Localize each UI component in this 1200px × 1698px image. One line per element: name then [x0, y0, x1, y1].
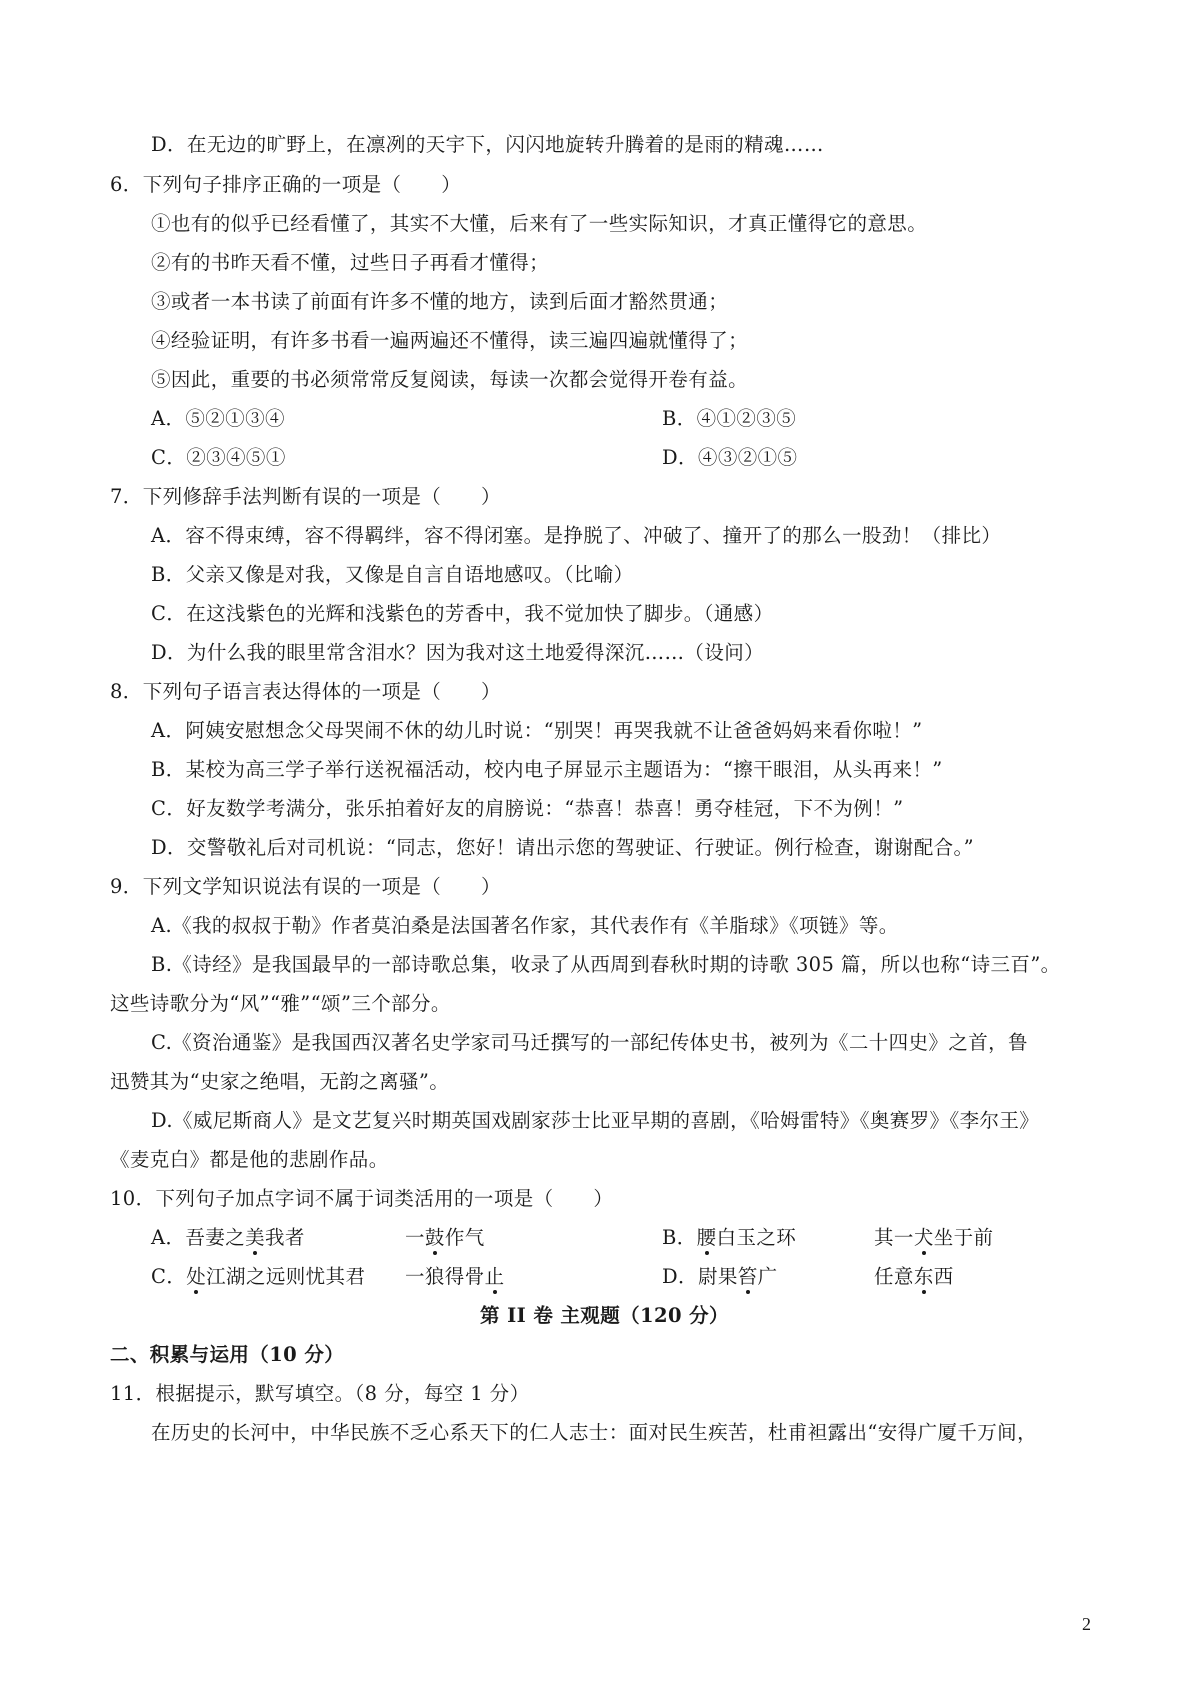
q6-option-d: D．④③②①⑤ [662, 446, 798, 469]
q7-option-c: C．在这浅紫色的光辉和浅紫色的芳香中，我不觉加快了脚步。（通感） [151, 602, 774, 625]
q10-option-d-phrase-2: 任意东西 [874, 1265, 954, 1288]
q11-stem: 11．根据提示，默写填空。（8 分，每空 1 分） [110, 1382, 530, 1405]
dotted-char: 美 [245, 1226, 265, 1249]
page-number: 2 [1082, 1614, 1091, 1634]
q10-option-d: D．尉果笞广 [662, 1265, 778, 1288]
q7-stem: 7．下列修辞手法判断有误的一项是（ ） [110, 485, 501, 508]
q9-option-c-line2: 迅赞其为“史家之绝唱，无韵之离骚”。 [110, 1070, 450, 1093]
q8-option-a: A．阿姨安慰想念父母哭闹不休的幼儿时说：“别哭！再哭我就不让爸爸妈妈来看你啦！” [151, 719, 923, 742]
dotted-char: 处 [186, 1265, 207, 1288]
q7-option-a: A．容不得束缚，容不得羁绊，容不得闭塞。是挣脱了、冲破了、撞开了的那么一股劲！（排比） [151, 524, 1002, 547]
q10-option-b-phrase-2: 其一犬坐于前 [874, 1226, 994, 1249]
q6-option-a: A．⑤②①③④ [151, 407, 285, 430]
q10-option-a-phrase-2: 一鼓作气 [405, 1226, 485, 1249]
q6-sentence-1: ①也有的似乎已经看懂了，其实不大懂，后来有了一些实际知识，才真正懂得它的意思。 [151, 212, 928, 235]
q7-option-d: D．为什么我的眼里常含泪水？因为我对这土地爱得深沉……（设问） [151, 641, 765, 664]
q10-option-a-label: A． [151, 1226, 186, 1249]
q8-stem: 8．下列句子语言表达得体的一项是（ ） [110, 680, 501, 703]
q10-option-c: C．处江湖之远则忧其君 [151, 1265, 366, 1288]
q5-option-d: D．在无边的旷野上，在凛冽的天宇下，闪闪地旋转升腾着的是雨的精魂…… [151, 133, 824, 156]
q6-sentence-3: ③或者一本书读了前面有许多不懂的地方，读到后面才豁然贯通； [151, 290, 729, 313]
part-2-title: 二、积累与运用（10 分） [110, 1343, 345, 1366]
q10-option-c-label: C． [151, 1265, 187, 1288]
section-title: 第 II 卷 主观题（120 分） [480, 1304, 729, 1327]
dotted-char: 鼓 [424, 1226, 445, 1249]
q6-sentence-2: ②有的书昨天看不懂，过些日子再看才懂得； [151, 251, 550, 274]
q9-option-d-line2: 《麦克白》都是他的悲剧作品。 [110, 1148, 389, 1171]
q6-stem: 6．下列句子排序正确的一项是（ ） [110, 173, 462, 196]
q9-option-c-line1: C.《资治通鉴》是我国西汉著名史学家司马迁撰写的一部纪传体史书，被列为《二十四史》之首，鲁 [151, 1031, 1028, 1054]
q8-option-c: C．好友数学考满分，张乐拍着好友的肩膀说：“恭喜！恭喜！勇夺桂冠，下不为例！” [151, 797, 904, 820]
q8-option-b: B．某校为高三学子举行送祝福活动，校内电子屏显示主题语为：“擦干眼泪，从头再来！” [151, 758, 943, 781]
dotted-char: 腰 [696, 1226, 717, 1249]
q9-option-a: A.《我的叔叔于勒》作者莫泊桑是法国著名作家，其代表作有《羊脂球》《项链》等。 [151, 914, 899, 937]
dotted-char: 止 [484, 1265, 505, 1288]
q6-option-c: C．②③④⑤① [151, 446, 286, 469]
dotted-char: 东 [913, 1265, 934, 1288]
q10-option-a: A．吾妻之美我者 [151, 1226, 305, 1249]
q7-option-b: B．父亲又像是对我，又像是自言自语地感叹。（比喻） [151, 563, 634, 586]
q9-option-b-line1: B.《诗经》是我国最早的一部诗歌总集，收录了从西周到春秋时期的诗歌 305 篇，所以也称“诗三百”。 [151, 953, 1061, 976]
q6-option-b: B．④①②③⑤ [662, 407, 797, 430]
q10-option-d-label: D． [662, 1265, 698, 1288]
q8-option-d: D．交警敬礼后对司机说：“同志，您好！请出示您的驾驶证、行驶证。例行检查，谢谢配合。” [151, 836, 975, 859]
q9-stem: 9．下列文学知识说法有误的一项是（ ） [110, 875, 501, 898]
dotted-char: 犬 [913, 1226, 934, 1249]
q11-text: 在历史的长河中，中华民族不乏心系天下的仁人志士：面对民生疾苦，杜甫袒露出“安得广厦千万间， [151, 1421, 1037, 1444]
q6-sentence-4: ④经验证明，有许多书看一遍两遍还不懂得，读三遍四遍就懂得了； [151, 329, 749, 352]
q10-option-b-label: B． [662, 1226, 697, 1249]
q9-option-d-line1: D.《威尼斯商人》是文艺复兴时期英国戏剧家莎士比亚早期的喜剧，《哈姆雷特》《奥赛罗》《李尔王》 [151, 1109, 1040, 1132]
q10-option-b: B．腰白玉之环 [662, 1226, 797, 1249]
q10-stem: 10．下列句子加点字词不属于词类活用的一项是（ ） [110, 1187, 614, 1210]
q10-option-c-phrase-2: 一狼得骨止 [405, 1265, 505, 1288]
q6-sentence-5: ⑤因此，重要的书必须常常反复阅读，每读一次都会觉得开卷有益。 [151, 368, 749, 391]
q9-option-b-line2: 这些诗歌分为“风”“雅”“颂”三个部分。 [110, 992, 451, 1015]
dotted-char: 笞 [737, 1265, 758, 1288]
